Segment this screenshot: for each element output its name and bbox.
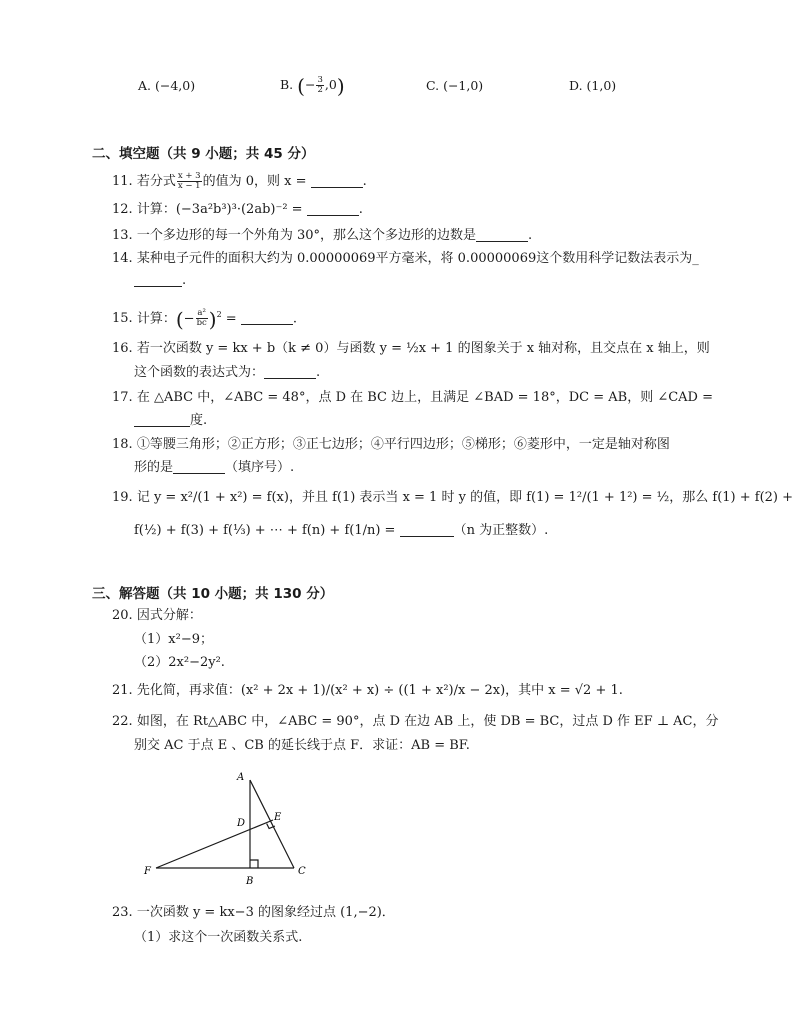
option-d: D. (1,0) [569, 78, 617, 93]
question-text: 计算：(−3a²b³)³·(2ab)⁻² = [136, 202, 307, 217]
segment-ac [250, 780, 294, 868]
question-18-line2 [134, 459, 294, 477]
question-text: 记 y = x²/(1 + x²) = f(x)，并且 f(1) 表示当 x = 1 时 y 的值，即 f(1) = 1²/(1 + 1²) = ½，那么 f(1) + f(2) + [136, 490, 794, 505]
option-c: C. (−1,0) [426, 78, 484, 93]
question-text: 的值为 0，则 x = [202, 174, 311, 189]
question-text: 如图，在 Rt△ABC 中，∠ABC = 90°，点 D 在边 AB 上，使 DB = BC，过点 D 作 EF ⊥ AC，分 [136, 714, 719, 729]
question-21 [112, 682, 623, 700]
question-23-part1: （1）求这个一次函数关系式. [134, 930, 303, 945]
question-text: 这个函数的表达式为： [134, 365, 265, 380]
question-text: 在 △ABC 中，∠ABC = 48°，点 D 在 BC 边上，且满足 ∠BAD = 18°，DC = AB，则 ∠CAD = [136, 390, 713, 405]
fraction-numerator: a² [197, 308, 206, 319]
question-number: 17. [112, 390, 133, 405]
option-b-numerator: 3 [317, 75, 323, 85]
question-16-line2 [134, 364, 320, 382]
question-text: 一个多边形的每一个外角为 30°，那么这个多边形的边数是 [136, 228, 477, 243]
question-18 [112, 436, 670, 454]
label-b: B [246, 876, 254, 887]
label-f: F [144, 866, 151, 877]
option-b: B. (− $\frac{3}{2}$ ,0) [280, 74, 345, 98]
question-12 [112, 201, 363, 219]
question-number: 16. [112, 341, 133, 356]
fraction-numerator: x + 3 [177, 171, 201, 181]
punctuation: . [292, 311, 297, 327]
answer-blank[interactable] [311, 173, 363, 188]
label-c: C [298, 866, 306, 877]
punctuation: . [528, 228, 533, 243]
question-22 [112, 713, 719, 731]
question-20-part2: （2）2x²−2y². [134, 655, 225, 670]
question-text: 形的是 [134, 460, 174, 475]
punctuation: . [316, 365, 321, 380]
right-angle-mark-b [250, 860, 258, 868]
fraction-denominator: bc [196, 318, 207, 329]
fraction-denominator: x − 1 [177, 181, 201, 191]
question-22-line2: 别交 AC 于点 E 、CB 的延长线于点 F．求证：AB = BF. [134, 738, 470, 753]
punctuation: . [182, 273, 187, 288]
question-number: 22. [112, 714, 133, 729]
label-d: D [237, 818, 246, 829]
question-text: 若分式 [136, 174, 176, 189]
question-19 [112, 489, 793, 507]
question-number: 19. [112, 490, 133, 505]
label-a: A [237, 772, 245, 783]
question-number: 20. [112, 608, 133, 623]
option-b-prefix: B. [280, 77, 294, 92]
question-13 [112, 227, 532, 245]
question-20 [112, 607, 202, 625]
section-fill-in-title: 二、填空题（共 9 小题；共 45 分） [92, 146, 315, 162]
question-15: 15. 计算：(− $\frac{\text{a²}}{bc}$ )$^2$ = . [112, 307, 297, 332]
question-number: 13. [112, 228, 133, 243]
triangle-figure [138, 768, 318, 890]
segment-fe [156, 820, 273, 868]
answer-blank[interactable] [173, 459, 225, 474]
question-14 [112, 250, 699, 268]
question-text: 某种电子元件的面积大约为 0.00000069平方毫米，将 0.00000069这个数用科学记数法表示为_ [136, 251, 699, 266]
question-17-line2 [134, 412, 207, 430]
question-number: 14. [112, 251, 133, 266]
answer-blank[interactable] [307, 201, 359, 216]
answer-blank[interactable] [476, 227, 528, 242]
question-number: 15. [112, 311, 133, 327]
answer-blank[interactable] [134, 272, 182, 287]
section-solution-title: 三、解答题（共 10 小题；共 130 分） [92, 586, 334, 602]
question-16 [112, 340, 710, 358]
question-20-part1: （1）x²−9； [134, 632, 213, 647]
question-text: 因式分解： [136, 608, 202, 623]
question-number: 12. [112, 202, 133, 217]
question-text: 若一次函数 y = kx + b（k ≠ 0）与函数 y = ½x + 1 的图象关于 x 轴对称，且交点在 x 轴上，则 [136, 341, 710, 356]
question-17 [112, 389, 713, 407]
question-text: （n 为正整数）. [453, 523, 549, 538]
question-number: 23. [112, 905, 133, 920]
question-14-continued [134, 272, 186, 290]
question-text: f(½) + f(3) + f(⅓) + ⋯ + f(n) + f(1/n) = [134, 523, 400, 538]
label-e: E [274, 812, 282, 823]
question-11 [112, 172, 367, 191]
answer-blank[interactable] [241, 310, 293, 325]
option-b-denominator: 2 [317, 85, 323, 95]
question-19-line2 [134, 522, 548, 540]
question-text: ①等腰三角形；②正方形；③正七边形；④平行四边形；⑤梯形；⑥菱形中，一定是轴对称图 [136, 437, 670, 452]
question-text: 先化简，再求值：(x² + 2x + 1)/(x² + x) ÷ ((1 + x²)/x − 2x)，其中 x = √2 + 1. [136, 683, 623, 698]
answer-blank[interactable] [134, 412, 190, 427]
answer-blank[interactable] [400, 522, 454, 537]
question-text: 计算： [136, 311, 176, 327]
punctuation: . [358, 202, 363, 217]
question-text: （填序号）. [225, 460, 295, 475]
question-number: 11. [112, 174, 133, 189]
question-number: 21. [112, 683, 133, 698]
option-b-suffix: ,0 [324, 77, 337, 92]
answer-blank[interactable] [264, 364, 316, 379]
question-text: = [221, 311, 241, 327]
question-text: 一次函数 y = kx−3 的图象经过点 (1,−2)． [136, 905, 395, 920]
punctuation: . [362, 174, 367, 189]
option-a: A. (−4,0) [138, 78, 196, 93]
question-23 [112, 904, 395, 922]
question-text: 度. [190, 413, 208, 428]
question-number: 18. [112, 437, 133, 452]
